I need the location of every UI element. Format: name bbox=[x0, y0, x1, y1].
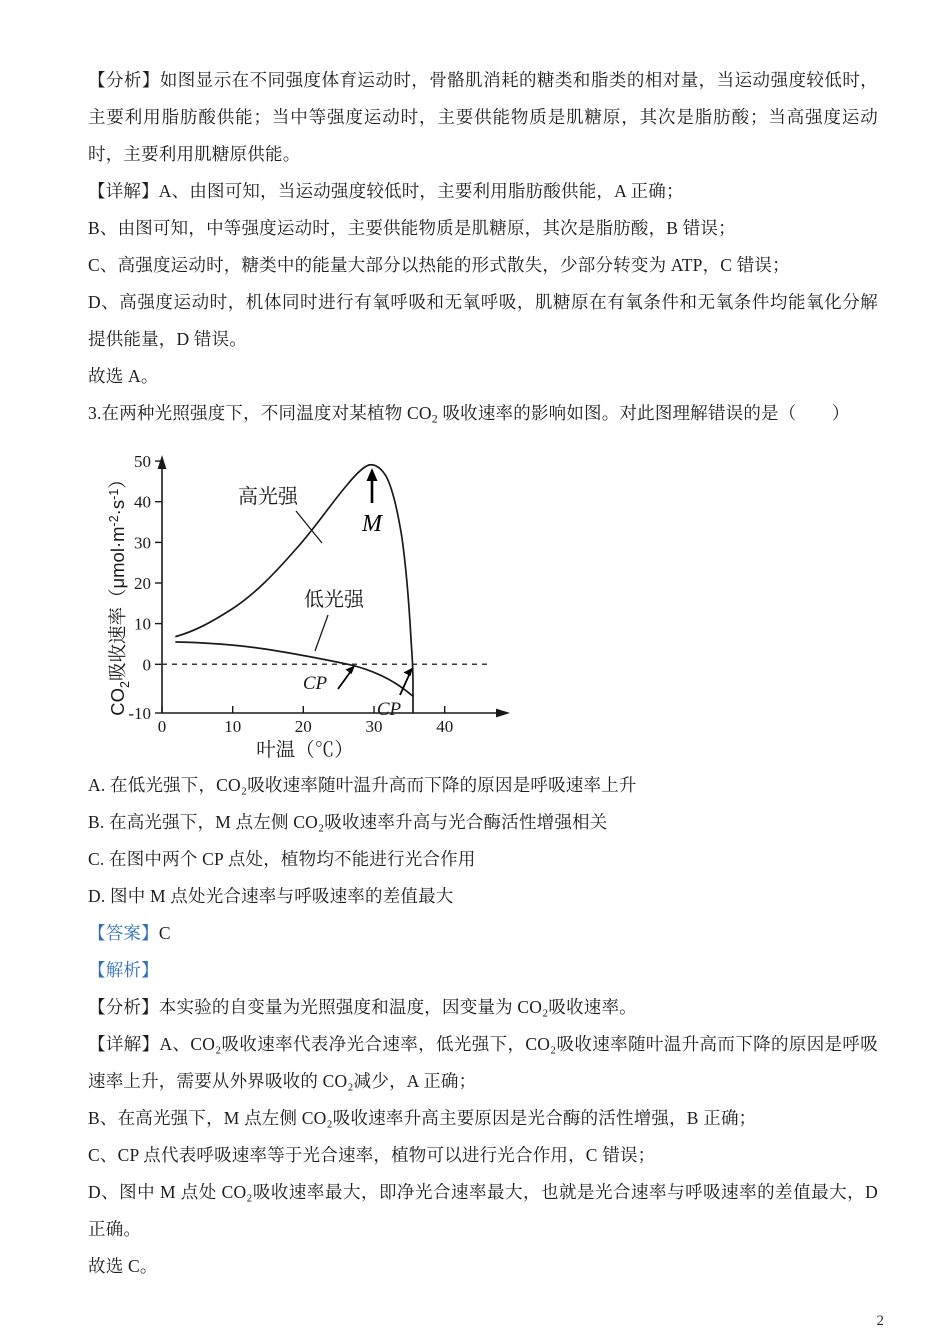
svg-text:-10: -10 bbox=[128, 704, 151, 724]
y-axis-title-mid: ·s bbox=[107, 500, 128, 516]
cp-low-light-arrow-icon bbox=[338, 666, 355, 690]
svg-text:CO2吸收速率（μmol·m-2·s-1） bbox=[107, 471, 132, 716]
svg-text:30: 30 bbox=[134, 533, 151, 553]
paragraph-detail-b: B、由图可知，中等强度运动时，主要供能物质是肌糖原，其次是脂肪酸，B 错误； bbox=[88, 218, 736, 238]
paragraph-detail-q3-b: B、在高光强下，M 点左侧 CO₂吸收速率升高主要原因是光合酶的活性增强，B 正确； bbox=[88, 1108, 757, 1129]
annotation-high-light-label: 高光强 bbox=[238, 486, 298, 509]
svg-text:20: 20 bbox=[134, 574, 151, 594]
y-axis-title-main: CO bbox=[107, 688, 128, 717]
m-peak-arrow-icon bbox=[367, 468, 378, 503]
y-axis-title-exp1: -2 bbox=[107, 515, 121, 527]
x-axis-arrow bbox=[496, 709, 510, 718]
paragraph-detail-q3-a: 【详解】A、CO₂吸收速率代表净光合速率，低光强下，CO₂吸收速率随叶温升高而下降的原因是呼吸速率上升，需要从外界吸收的 CO₂减少，A 正确； bbox=[88, 1034, 878, 1092]
y-axis-title bbox=[107, 471, 132, 716]
question-stem-part2: 吸收速率的影响如图。对此图理解错误的是（ ） bbox=[437, 403, 850, 423]
svg-text:10: 10 bbox=[134, 614, 151, 634]
paragraph-detail-q3-d: D、图中 M 点处 CO₂吸收速率最大，即净光合速率最大，也就是光合速率与呼吸速率的差值最大，D 正确。 bbox=[88, 1182, 878, 1240]
annotation-m-label: M bbox=[362, 511, 382, 538]
svg-text:40: 40 bbox=[436, 717, 454, 737]
paragraph-detail-a: 【详解】A、由图可知，当运动强度较低时，主要利用脂肪酸供能，A 正确； bbox=[88, 181, 684, 201]
leader-line-high-light bbox=[296, 511, 322, 543]
svg-text:40: 40 bbox=[134, 493, 151, 513]
y-axis-title-exp2: -1 bbox=[107, 489, 121, 501]
x-axis-title: 叶温（℃） bbox=[256, 739, 354, 762]
paragraph-answer-choice-q2: 故选 A。 bbox=[88, 366, 159, 386]
x-axis-ticks bbox=[162, 706, 445, 713]
y-axis-ticks bbox=[155, 461, 162, 713]
chart-svg bbox=[100, 443, 520, 763]
y-axis-title-sub: 2 bbox=[118, 681, 132, 689]
curve-low-light-intensity bbox=[176, 642, 412, 696]
question-3-stem bbox=[88, 395, 878, 437]
option-d: D. 图中 M 点处光合速率与呼吸速率的差值最大 bbox=[88, 886, 454, 907]
chart-axes bbox=[158, 455, 510, 717]
paragraph-analysis-q2: 【分析】如图显示在不同强度体育运动时，骨骼肌消耗的糖类和脂类的相对量，当运动强度较低时，主要利用脂肪酸供能；当中等强度运动时，主要供能物质是肌糖原，其次是脂肪酸；当高强度运动时，主要利用肌糖原供能。 bbox=[88, 70, 878, 164]
paragraph-detail-c: C、高强度运动时，糖类中的能量大部分以热能的形式散失，少部分转变为 ATP，C 错误； bbox=[88, 255, 790, 275]
leader-line-low-light bbox=[315, 615, 328, 651]
paragraph-answer-choice-q3: 故选 C。 bbox=[88, 1256, 158, 1277]
x-tick-labels bbox=[158, 717, 453, 736]
question-number: 3. bbox=[88, 403, 102, 423]
answer-value: C bbox=[158, 923, 171, 944]
co2-uptake-rate-chart bbox=[100, 443, 520, 763]
page-number: 2 bbox=[876, 1313, 884, 1329]
answer-label: 【答案】 bbox=[88, 923, 159, 944]
option-b: B. 在高光强下，M 点左侧 CO₂吸收速率升高与光合酶活性增强相关 bbox=[88, 812, 608, 833]
analysis-label: 【解析】 bbox=[88, 960, 159, 981]
svg-text:20: 20 bbox=[294, 717, 312, 737]
option-c: C. 在图中两个 CP 点处，植物均不能进行光合作用 bbox=[88, 849, 476, 870]
paragraph-analysis-q3: 【分析】本实验的自变量为光照强度和温度，因变量为 CO₂吸收速率。 bbox=[88, 997, 637, 1018]
y-axis-arrow bbox=[158, 455, 167, 469]
analysis-line bbox=[88, 952, 878, 989]
answer-line bbox=[88, 915, 878, 952]
svg-text:10: 10 bbox=[224, 717, 242, 737]
paragraph-detail-q3-c: C、CP 点代表呼吸速率等于光合速率，植物可以进行光合作用，C 错误； bbox=[88, 1145, 656, 1166]
page-content bbox=[88, 62, 878, 1285]
question-stem-subscript: 2 bbox=[431, 411, 438, 426]
option-a: A. 在低光强下，CO₂吸收速率随叶温升高而下降的原因是呼吸速率上升 bbox=[88, 775, 637, 796]
question-stem-part1: 在两种光照强度下，不同温度对某植物 CO bbox=[101, 403, 432, 423]
annotation-cp-low-light-label: CP bbox=[302, 673, 328, 695]
svg-text:0: 0 bbox=[157, 717, 167, 737]
y-axis-title-close: ） bbox=[107, 470, 128, 490]
y-axis-title-rest: 吸收速率（μmol·m bbox=[107, 526, 128, 682]
svg-text:50: 50 bbox=[134, 452, 151, 472]
annotation-cp-high-light-label: CP bbox=[376, 699, 402, 721]
svg-text:30: 30 bbox=[365, 717, 383, 737]
svg-text:0: 0 bbox=[142, 655, 151, 675]
annotation-low-light-label: 低光强 bbox=[304, 589, 364, 612]
paragraph-detail-d: D、高强度运动时，机体同时进行有氧呼吸和无氧呼吸，肌糖原在有氧条件和无氧条件均能氧化分解提供能量，D 错误。 bbox=[88, 292, 878, 349]
